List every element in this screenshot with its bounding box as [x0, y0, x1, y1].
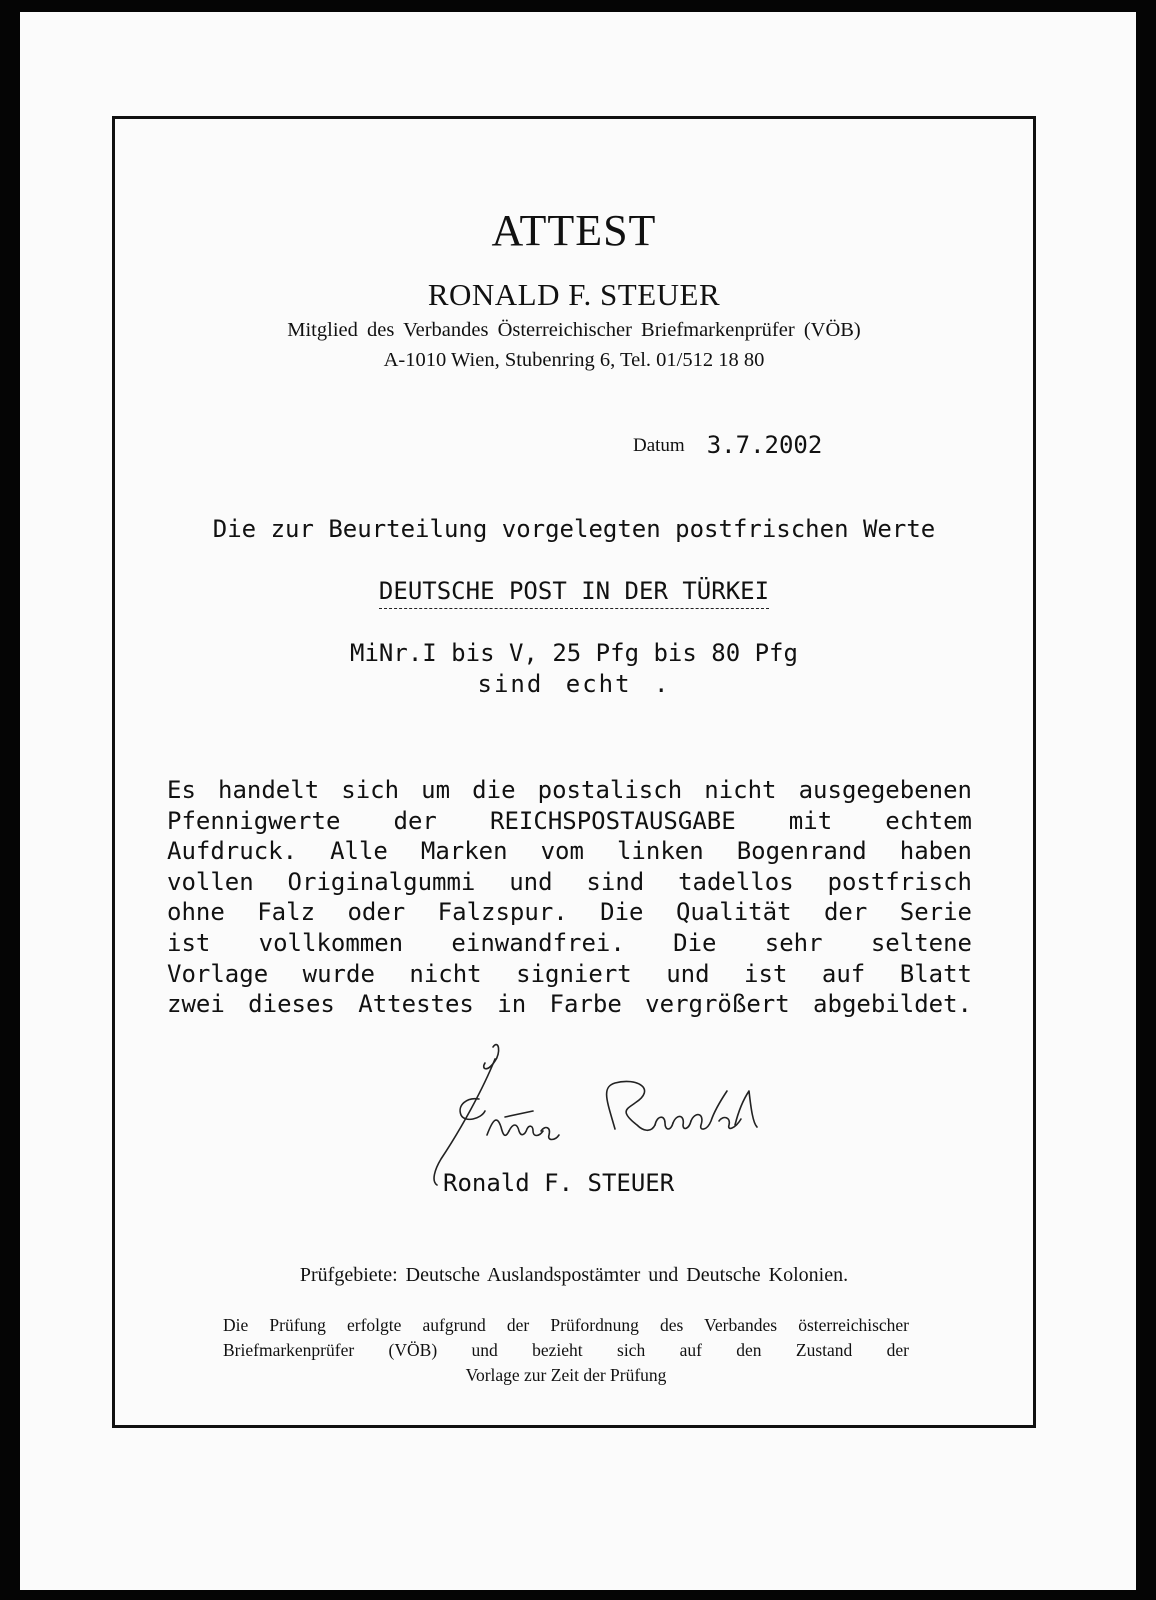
catalog-line: MiNr.I bis V, 25 Pfg bis 80 Pfg	[350, 639, 798, 667]
certificate-sheet	[20, 12, 1136, 1590]
document-title: ATTEST	[491, 206, 657, 255]
handwritten-signature	[401, 1039, 761, 1189]
date-row	[633, 431, 822, 459]
address-line: A-1010 Wien, Stubenring 6, Tel. 01/512 18 80	[383, 349, 765, 371]
membership-line: Mitglied des Verbandes Österreichischer Briefmarkenprüfer (VÖB)	[287, 319, 861, 341]
body-line: Pfennigwerte der REICHSPOSTAUSGABE mit echtem	[167, 806, 972, 835]
legal-note	[223, 1313, 909, 1388]
legal-line: Die Prüfung erfolgte aufgrund der Prüfordnung des Verbandes österreichischer	[223, 1315, 909, 1335]
subject-line: DEUTSCHE POST IN DER TÜRKEI	[379, 577, 769, 609]
date-label: Datum	[633, 435, 685, 456]
body-line: Aufdruck. Alle Marken vom linken Bogenrand haben	[167, 837, 972, 866]
body-line: Es handelt sich um die postalisch nicht ausgegebenen	[167, 776, 972, 804]
legal-line: Vorlage zur Zeit der Prüfung	[465, 1365, 667, 1385]
body-line: zwei dieses Attestes in Farbe vergrößert abgebildet.	[167, 990, 972, 1019]
subject-wrap	[115, 577, 1033, 609]
body-line: Vorlage wurde nicht signiert und ist auf Blatt	[167, 959, 972, 988]
examiner-name: RONALD F. STEUER	[427, 277, 721, 312]
examination-fields: Prüfgebiete: Deutsche Auslandspostämter und Deutsche Kolonien.	[299, 1264, 849, 1286]
certificate-frame	[112, 116, 1036, 1428]
signer-name: Ronald F. STEUER	[443, 1169, 675, 1197]
intro-line: Die zur Beurteilung vorgelegten postfrischen Werte	[212, 515, 936, 543]
verdict-line: sind echt .	[477, 670, 671, 698]
body-text	[167, 775, 972, 1020]
date-value: 3.7.2002	[706, 431, 823, 459]
body-line: ist vollkommen einwandfrei. Die sehr seltene	[167, 928, 972, 957]
body-line: vollen Originalgummi und sind tadellos postfrisch	[167, 867, 972, 896]
body-line: ohne Falz oder Falzspur. Die Qualität der Serie	[167, 898, 972, 927]
legal-line: Briefmarkenprüfer (VÖB) und bezieht sich auf den Zustand der	[223, 1340, 909, 1360]
